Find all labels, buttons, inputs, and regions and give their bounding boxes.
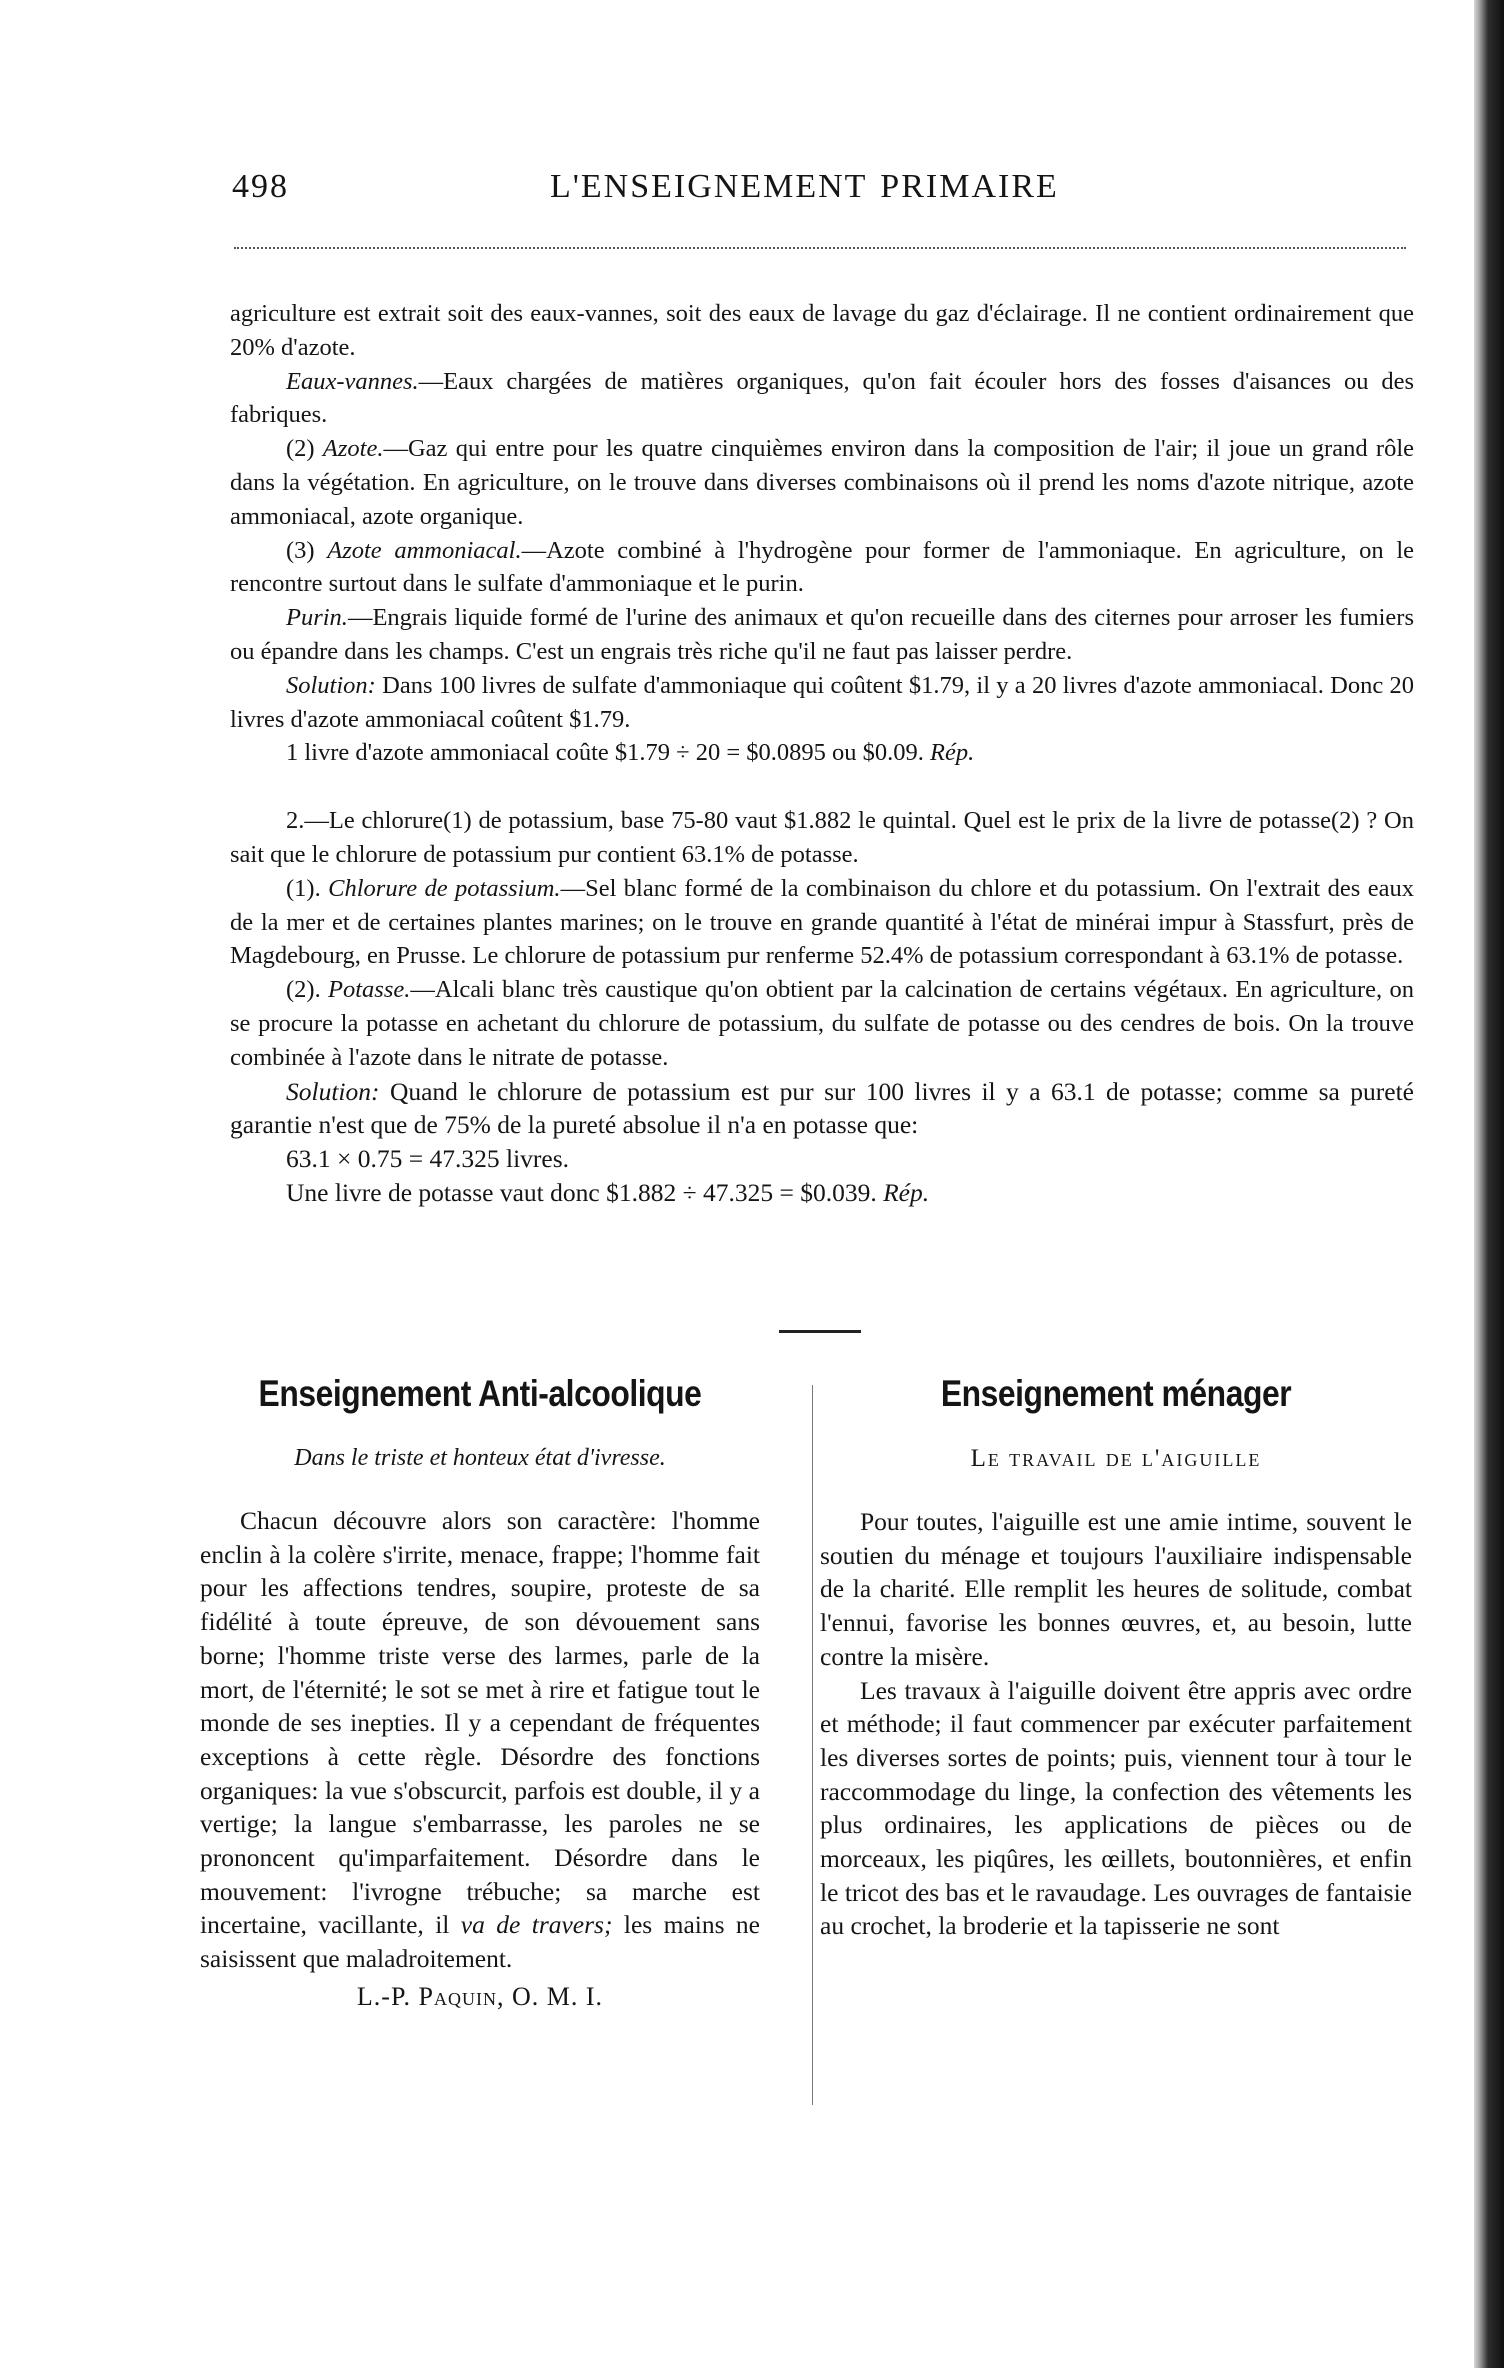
home-economics-column [820, 1373, 1412, 1943]
column-body: Pour toutes, l'aiguille est une amie intime, souvent le soutien du ménage et toujours l'auxiliaire indispensable de la charité. Elle remplit les heures de solitude, combat l'ennui, favorise les bonnes œuvres, et, au besoin, lutte contre la misère. [820, 1507, 1412, 1671]
paragraph: Solution: Quand le chlorure de potassium est pur sur 100 livres il y a 63.1 de potasse; comme sa pureté garantie n'est que de 75% de la pureté absolue il n'a en potasse que: [230, 1076, 1415, 1140]
paragraph: 2.—Le chlorure(1) de potassium, base 75-80 vaut $1.882 le quintal. Quel est le prix de la livre de potasse(2) ? On sait que le chlorure de potassium pur contient 63.1% de potasse. [230, 807, 1414, 868]
paragraph: 63.1 × 0.75 = 47.325 livres. [286, 1144, 570, 1174]
paragraph: (2). Potasse.—Alcali blanc très caustique qu'on obtient par la calcination de certains végétaux. En agriculture, on se procure la potasse en achetant du chlorure de potassium, du sulfate de potasse ou des cendres de bois. On la trouve combinée à l'azote dans le nitrate de potasse. [230, 976, 1414, 1071]
column-body: Les travaux à l'aiguille doivent être appris avec ordre et méthode; il faut commencer par exécuter parfaitement les diverses sortes de points; puis, viennent tour à tour le raccommodage du linge, la confection des vêtements les plus ordinaires, les applications de pièces ou de morceaux, les piqûres, les œillets, boutonnières, et enfin le tricot des bas et le ravaudage. Les ouvrages de fantaisie au crochet, la broderie et la tapisserie ne sont [820, 1675, 1412, 1941]
paragraph: (3) Azote ammoniacal.—Azote combiné à l'hydrogène pour former de l'ammoniaque. En agriculture, on le rencontre surtout dans le sulfate d'ammoniaque et le purin. [230, 536, 1415, 598]
paragraph: (2) Azote.—Gaz qui entre pour les quatre cinquièmes environ dans la composition de l'air; il joue un grand rôle dans la végétation. En agriculture, on le trouve dans diverses combinaisons où il prend les noms d'azote nitrique, azote ammoniacal, azote organique. [230, 435, 1415, 530]
arithmetic-problems [230, 297, 1414, 1210]
paragraph: Eaux-vannes.—Eaux chargées de matières organiques, qu'on fait écouler hors des fosses d'aisances ou des fabriques. [230, 367, 1414, 429]
column-subtitle: Dans le triste et honteux état d'ivresse. [294, 1445, 666, 1471]
column-subtitle: Le travail de l'aiguille [970, 1445, 1262, 1472]
header-rule [234, 247, 1406, 249]
section-divider [779, 1330, 861, 1333]
paragraph: agriculture est extrait soit des eaux-vannes, soit des eaux de lavage du gaz d'éclairage. Il ne contient ordinairement que 20% d'azote. [230, 300, 1414, 361]
journal-title: L'ENSEIGNEMENT PRIMAIRE [550, 168, 1059, 205]
author-signature: L.-P. Paquin, O. M. I. [356, 1981, 604, 2011]
column-heading: Enseignement Anti-alcoolique [258, 1373, 702, 1414]
running-header [232, 168, 1412, 208]
paragraph: Purin.—Engrais liquide formé de l'urine des animaux et qu'on recueille dans des citernes pour arroser les fumiers ou épandre dans les champs. C'est un engrais très riche qu'il ne faut pas laisser perdre. [230, 604, 1414, 665]
column-divider [812, 1385, 813, 2105]
paragraph: Solution: Dans 100 livres de sulfate d'ammoniaque qui coûtent $1.79, il y a 20 livres d'azote ammoniacal. Donc 20 livres d'azote ammoniacal coûtent $1.79. [230, 671, 1414, 733]
book-spine-edge [1474, 0, 1504, 2368]
column-body: Chacun découvre alors son caractère: l'homme enclin à la colère s'irrite, menace, frappe; l'homme fait pour les affections tendres, soupire, proteste de sa fidélité à toute épreuve, de son dévouement sans borne; l'homme triste verse des larmes, parle de la mort, de l'éternité; le sot se met à rire et fatigue tout le monde de ses inepties. Il y a cependant de fréquentes exceptions à cette règle. Désordre des fonctions organiques: la vue s'obscurcit, parfois est double, il y a vertige; la langue s'embarrasse, les paroles ne se prononcent qu'imparfaitement. Désordre dans le mouvement: l'ivrogne trébuche; sa marche est incertaine, vacillante, il va de travers; les mains ne saisissent que maladroitement. [200, 1506, 760, 1974]
paragraph: 1 livre d'azote ammoniacal coûte $1.79 ÷ 20 = $0.0895 ou $0.09. Rép. [286, 739, 975, 767]
column-heading: Enseignement ménager [940, 1373, 1292, 1414]
page-number: 498 [232, 168, 289, 205]
paragraph: (1). Chlorure de potassium.—Sel blanc formé de la combinaison du chlore et du potassium. On l'extrait des eaux de la mer et de certaines plantes marines; on le trouve en grande quantité à l'état de minérai impur à Stassfurt, près de Magdebourg, en Prusse. Le chlorure de potassium pur renferme 52.4% de potassium correspondant à 63.1% de potasse. [230, 874, 1415, 970]
paragraph: Une livre de potasse vaut donc $1.882 ÷ 47.325 = $0.039. Rép. [286, 1177, 930, 1207]
anti-alcohol-column [200, 1373, 760, 2012]
